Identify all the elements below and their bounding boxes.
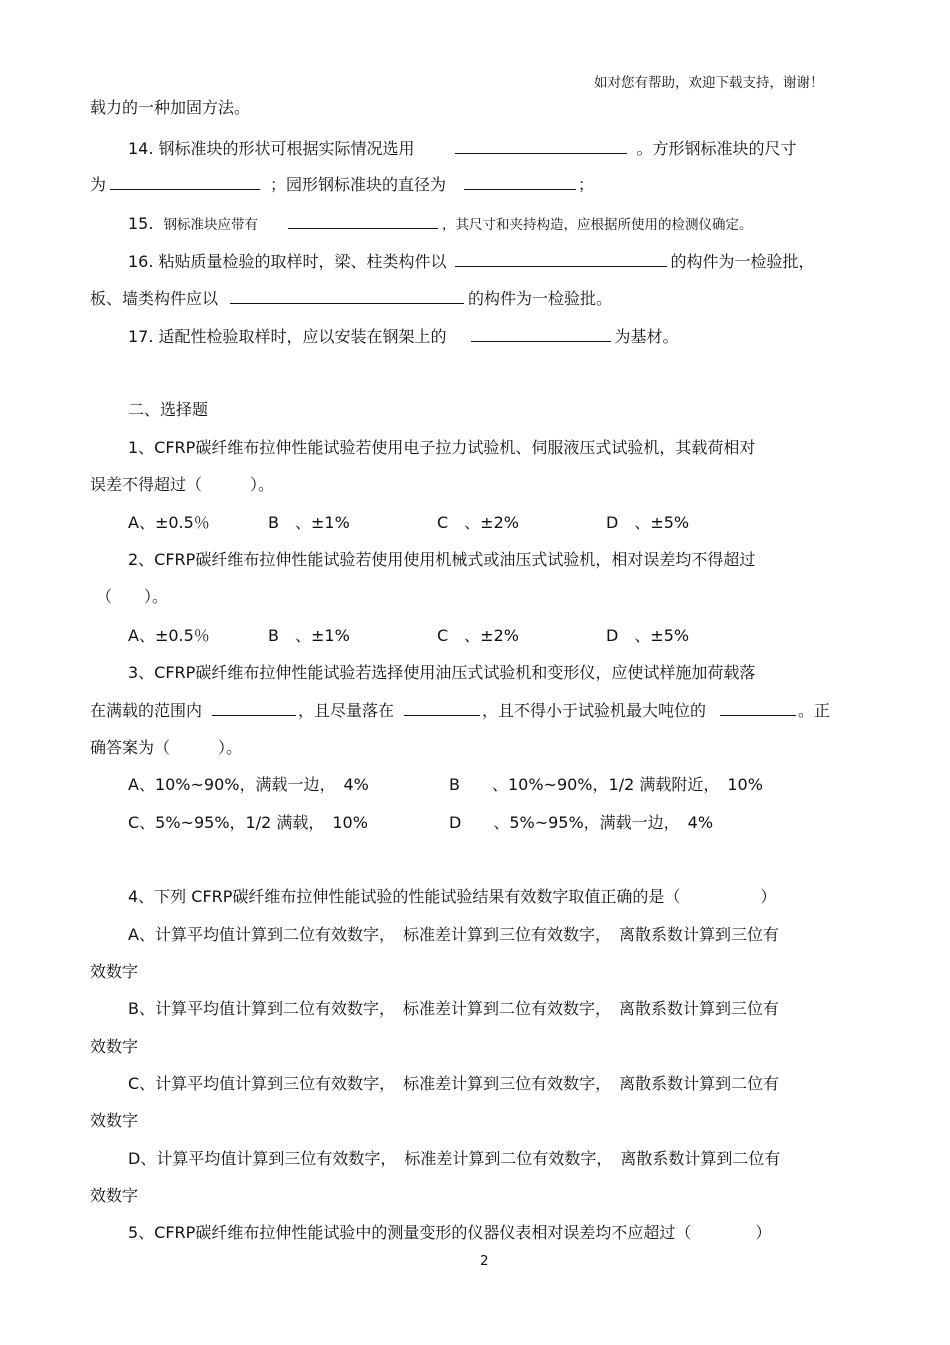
q14-blank-diameter[interactable] <box>464 173 576 190</box>
q1-line2: 误差不得超过（ ）。 <box>90 475 275 494</box>
q3-text-c: ，且不得小于试验机最大吨位的 <box>482 701 707 720</box>
q3-line1: 3、CFRP碳纤维布拉伸性能试验若选择使用油压式试验机和变形仪，应使试样施加荷载落 <box>128 663 756 682</box>
q17-text-b: 为基材。 <box>614 327 679 346</box>
q16-text-b: 的构件为一检验批， <box>670 252 815 271</box>
q17-text-a: 17. 适配性检验取样时，应以安装在钢架上的 <box>128 327 447 346</box>
q14-line2 <box>90 173 594 196</box>
q2-option-a[interactable]: A、±0.5％ <box>128 626 210 645</box>
q3-line2 <box>90 699 830 722</box>
page-number: 2 <box>480 1253 489 1269</box>
q14-line1 <box>128 137 797 160</box>
q15-line <box>128 212 752 236</box>
q4-option-d[interactable]: D、计算平均值计算到三位有效数字， 标准差计算到二位有效数字， 离散系数计算到二位有 <box>128 1149 781 1168</box>
section-title: 二、选择题 <box>128 400 209 419</box>
q3-blank-3[interactable] <box>720 699 796 716</box>
q14-blank-shape[interactable] <box>455 137 627 154</box>
q2-line1: 2、CFRP碳纤维布拉伸性能试验若使用使用机械式或油压式试验机，相对误差均不得超过 <box>128 550 756 569</box>
q17-line <box>128 325 679 348</box>
q14-text-d: ；园形钢标准块的直径为 <box>270 175 447 194</box>
q3-option-b[interactable]: B 、10%~90%，1/2 满载附近， 10% <box>449 775 763 794</box>
q2-option-d[interactable]: D 、±5% <box>606 626 690 645</box>
q4-option-c-wrap: 效数字 <box>90 1111 139 1130</box>
q4-option-d-wrap: 效数字 <box>90 1186 139 1205</box>
q4-option-a-wrap: 效数字 <box>90 962 139 981</box>
q1-option-a[interactable]: A、±0.5％ <box>128 513 210 532</box>
q16-line1 <box>128 250 815 273</box>
q4-option-a[interactable]: A、计算平均值计算到二位有效数字， 标准差计算到三位有效数字， 离散系数计算到三位有 <box>128 925 779 944</box>
q16-blank-beam[interactable] <box>455 250 667 267</box>
q1-option-b[interactable]: B 、±1% <box>268 513 350 532</box>
q14-text-e: ； <box>578 175 595 194</box>
q16-blank-slab[interactable] <box>230 287 464 304</box>
q3-option-d[interactable]: D 、5%~95%，满载一边， 4% <box>449 813 714 832</box>
q1-option-c[interactable]: C 、±2% <box>437 513 519 532</box>
q14-blank-square-size[interactable] <box>110 173 260 190</box>
q3-blank-1[interactable] <box>212 699 296 716</box>
q1-option-d[interactable]: D 、±5% <box>606 513 690 532</box>
page-header: 如对您有帮助，欢迎下载支持，谢谢！ <box>594 75 824 91</box>
q2-option-b[interactable]: B 、±1% <box>268 626 350 645</box>
q14-text-c: 为 <box>90 175 107 194</box>
q3-line3: 确答案为（ ）。 <box>90 738 243 757</box>
q17-blank[interactable] <box>471 325 611 342</box>
q1-line1: 1、CFRP碳纤维布拉伸性能试验若使用电子拉力试验机、伺服液压式试验机，其载荷相对 <box>128 438 756 457</box>
q4-option-b-wrap: 效数字 <box>90 1037 139 1056</box>
q4-option-c[interactable]: C、计算平均值计算到三位有效数字， 标准差计算到三位有效数字， 离散系数计算到二位有 <box>128 1074 780 1093</box>
q3-blank-2[interactable] <box>404 699 480 716</box>
q15-text-b: ，其尺寸和夹持构造，应根据所使用的检测仪确定。 <box>441 217 753 233</box>
q15-blank[interactable] <box>288 212 438 229</box>
q2-option-c[interactable]: C 、±2% <box>437 626 519 645</box>
q4-line1: 4、下列 CFRP碳纤维布拉伸性能试验的性能试验结果有效数字取值正确的是（ ） <box>128 887 777 906</box>
q3-text-b: ，且尽量落在 <box>298 701 395 720</box>
q3-text-a: 在满载的范围内 <box>90 701 203 720</box>
q15-number: 15. <box>128 214 154 233</box>
q2-line2: （ ）。 <box>96 587 169 606</box>
q14-text-a: 14. 钢标准块的形状可根据实际情况选用 <box>128 139 415 158</box>
q15-text-a: 钢标准块应带有 <box>163 217 258 233</box>
q16-text-c: 板、墙类构件应以 <box>90 289 219 308</box>
q5-line1: 5、CFRP碳纤维布拉伸性能试验中的测量变形的仪器仪表相对误差均不应超过（ ） <box>128 1223 772 1242</box>
q16-line2 <box>90 287 612 310</box>
q4-option-b[interactable]: B、计算平均值计算到二位有效数字， 标准差计算到二位有效数字， 离散系数计算到三位有 <box>128 999 779 1018</box>
q3-text-d: 。正 <box>798 701 831 720</box>
q16-text-d: 的构件为一检验批。 <box>468 289 613 308</box>
q16-text-a: 16. 粘贴质量检验的取样时，梁、柱类构件以 <box>128 252 447 271</box>
q3-option-a[interactable]: A、10%~90%，满载一边， 4% <box>128 775 369 794</box>
q13-tail: 载力的一种加固方法。 <box>90 98 251 117</box>
q3-option-c[interactable]: C、5%~95%，1/2 满载， 10% <box>128 813 368 832</box>
q14-text-b: 。方形钢标准块的尺寸 <box>636 139 797 158</box>
